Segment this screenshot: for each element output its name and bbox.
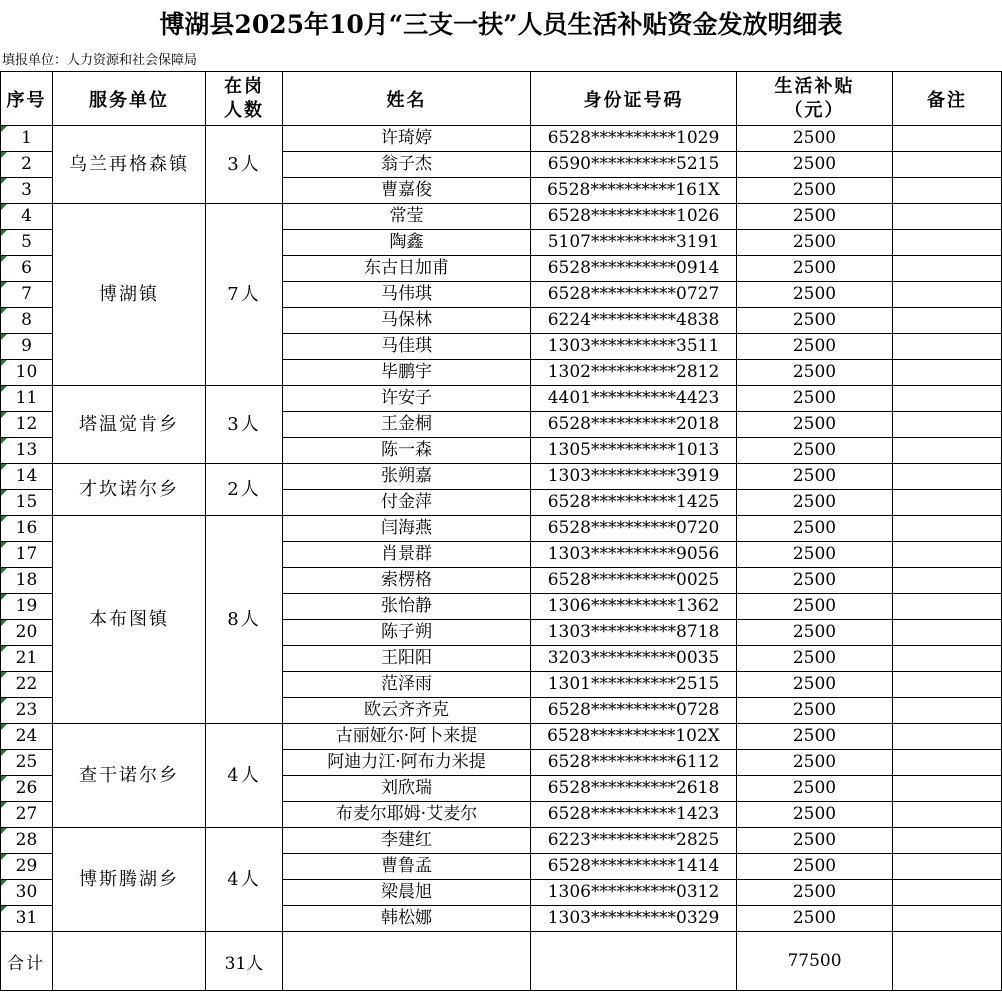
cell-remark xyxy=(893,386,1002,412)
cell-id-number: 6528**********1425 xyxy=(531,490,737,516)
cell-name: 陈一森 xyxy=(283,438,531,464)
cell-service-unit: 博斯腾湖乡 xyxy=(53,828,206,932)
cell-staff-count: 3人 xyxy=(206,386,283,464)
cell-name: 翁子杰 xyxy=(283,152,531,178)
cell-service-unit: 本布图镇 xyxy=(53,516,206,724)
header-staff-count: 在岗 人数 xyxy=(206,72,283,126)
table-header-row xyxy=(1,72,1002,126)
cell-remark xyxy=(893,906,1002,932)
cell-remark xyxy=(893,464,1002,490)
reporting-unit: 填报单位：人力资源和社会保障局 xyxy=(2,53,198,68)
cell-id-number: 6528**********0914 xyxy=(531,256,737,282)
cell-id-number: 6528**********1026 xyxy=(531,204,737,230)
cell-id-number: 6528**********6112 xyxy=(531,750,737,776)
allowance-table xyxy=(0,71,1002,991)
cell-seq: 21 xyxy=(1,646,53,672)
cell-seq: 19 xyxy=(1,594,53,620)
cell-name: 常莹 xyxy=(283,204,531,230)
cell-allowance: 2500 xyxy=(737,724,893,750)
cell-remark xyxy=(893,412,1002,438)
cell-remark xyxy=(893,204,1002,230)
header-service-unit: 服务单位 xyxy=(53,72,206,126)
cell-id-number: 1302**********2812 xyxy=(531,360,737,386)
cell-staff-count: 4人 xyxy=(206,828,283,932)
cell-name: 东古日加甫 xyxy=(283,256,531,282)
table-row xyxy=(1,516,1002,542)
cell-staff-count: 3人 xyxy=(206,126,283,204)
cell-allowance: 2500 xyxy=(737,776,893,802)
cell-remark xyxy=(893,360,1002,386)
cell-remark xyxy=(893,828,1002,854)
cell-name: 布麦尔耶姆·艾麦尔 xyxy=(283,802,531,828)
cell-allowance: 2500 xyxy=(737,516,893,542)
cell-id-number: 6528**********1423 xyxy=(531,802,737,828)
cell-allowance: 2500 xyxy=(737,334,893,360)
cell-remark xyxy=(893,126,1002,152)
total-count: 31人 xyxy=(206,932,283,991)
total-id-empty xyxy=(531,932,737,991)
cell-allowance: 2500 xyxy=(737,802,893,828)
cell-staff-count: 7人 xyxy=(206,204,283,386)
cell-staff-count: 8人 xyxy=(206,516,283,724)
cell-name: 陈子朔 xyxy=(283,620,531,646)
cell-allowance: 2500 xyxy=(737,698,893,724)
cell-name: 范泽雨 xyxy=(283,672,531,698)
cell-remark xyxy=(893,750,1002,776)
cell-allowance: 2500 xyxy=(737,906,893,932)
cell-allowance: 2500 xyxy=(737,568,893,594)
cell-id-number: 6528**********1414 xyxy=(531,854,737,880)
cell-id-number: 6528**********161X xyxy=(531,178,737,204)
cell-seq: 8 xyxy=(1,308,53,334)
cell-remark xyxy=(893,776,1002,802)
cell-name: 马保林 xyxy=(283,308,531,334)
cell-remark xyxy=(893,256,1002,282)
cell-id-number: 1303**********8718 xyxy=(531,620,737,646)
cell-name: 张朔嘉 xyxy=(283,464,531,490)
total-name-empty xyxy=(283,932,531,991)
cell-remark xyxy=(893,516,1002,542)
cell-allowance: 2500 xyxy=(737,594,893,620)
header-seq: 序号 xyxy=(1,72,53,126)
cell-id-number: 6223**********2825 xyxy=(531,828,737,854)
cell-name: 曹嘉俊 xyxy=(283,178,531,204)
cell-seq: 4 xyxy=(1,204,53,230)
cell-name: 索楞格 xyxy=(283,568,531,594)
cell-id-number: 1303**********9056 xyxy=(531,542,737,568)
table-row xyxy=(1,828,1002,854)
cell-name: 毕鹏宇 xyxy=(283,360,531,386)
cell-remark xyxy=(893,880,1002,906)
cell-allowance: 2500 xyxy=(737,750,893,776)
cell-allowance: 2500 xyxy=(737,542,893,568)
cell-id-number: 6528**********102X xyxy=(531,724,737,750)
cell-remark xyxy=(893,802,1002,828)
cell-allowance: 2500 xyxy=(737,880,893,906)
cell-seq: 12 xyxy=(1,412,53,438)
cell-id-number: 4401**********4423 xyxy=(531,386,737,412)
cell-remark xyxy=(893,646,1002,672)
cell-name: 张怡静 xyxy=(283,594,531,620)
cell-name: 阿迪力江·阿布力米提 xyxy=(283,750,531,776)
cell-remark xyxy=(893,282,1002,308)
header-name: 姓名 xyxy=(283,72,531,126)
cell-remark xyxy=(893,698,1002,724)
cell-allowance: 2500 xyxy=(737,854,893,880)
cell-allowance: 2500 xyxy=(737,282,893,308)
cell-allowance: 2500 xyxy=(737,620,893,646)
cell-name: 肖景群 xyxy=(283,542,531,568)
cell-seq: 16 xyxy=(1,516,53,542)
cell-seq: 5 xyxy=(1,230,53,256)
cell-allowance: 2500 xyxy=(737,126,893,152)
cell-id-number: 1303**********0329 xyxy=(531,906,737,932)
cell-seq: 7 xyxy=(1,282,53,308)
cell-allowance: 2500 xyxy=(737,412,893,438)
cell-allowance: 2500 xyxy=(737,230,893,256)
cell-allowance: 2500 xyxy=(737,672,893,698)
cell-id-number: 5107**********3191 xyxy=(531,230,737,256)
cell-id-number: 6528**********0728 xyxy=(531,698,737,724)
cell-name: 韩松娜 xyxy=(283,906,531,932)
cell-name: 闫海燕 xyxy=(283,516,531,542)
table-row xyxy=(1,204,1002,230)
cell-seq: 26 xyxy=(1,776,53,802)
cell-remark xyxy=(893,542,1002,568)
cell-id-number: 6528**********1029 xyxy=(531,126,737,152)
cell-remark xyxy=(893,152,1002,178)
cell-remark xyxy=(893,178,1002,204)
table-row xyxy=(1,724,1002,750)
cell-id-number: 1303**********3511 xyxy=(531,334,737,360)
total-label: 合计 xyxy=(1,932,53,991)
cell-seq: 1 xyxy=(1,126,53,152)
cell-allowance: 2500 xyxy=(737,308,893,334)
cell-id-number: 6528**********0727 xyxy=(531,282,737,308)
cell-staff-count: 4人 xyxy=(206,724,283,828)
cell-name: 王阳阳 xyxy=(283,646,531,672)
cell-seq: 23 xyxy=(1,698,53,724)
cell-allowance: 2500 xyxy=(737,360,893,386)
cell-name: 许安子 xyxy=(283,386,531,412)
cell-seq: 2 xyxy=(1,152,53,178)
cell-allowance: 2500 xyxy=(737,152,893,178)
cell-seq: 14 xyxy=(1,464,53,490)
cell-id-number: 1303**********3919 xyxy=(531,464,737,490)
cell-remark xyxy=(893,568,1002,594)
cell-name: 李建红 xyxy=(283,828,531,854)
cell-allowance: 2500 xyxy=(737,438,893,464)
cell-id-number: 6528**********2618 xyxy=(531,776,737,802)
cell-allowance: 2500 xyxy=(737,204,893,230)
cell-seq: 24 xyxy=(1,724,53,750)
cell-service-unit: 塔温觉肯乡 xyxy=(53,386,206,464)
cell-staff-count: 2人 xyxy=(206,464,283,516)
cell-name: 曹鲁孟 xyxy=(283,854,531,880)
cell-name: 许琦婷 xyxy=(283,126,531,152)
cell-service-unit: 查干诺尔乡 xyxy=(53,724,206,828)
cell-id-number: 1306**********0312 xyxy=(531,880,737,906)
cell-seq: 30 xyxy=(1,880,53,906)
cell-remark xyxy=(893,334,1002,360)
cell-name: 古丽娅尔·阿卜来提 xyxy=(283,724,531,750)
cell-service-unit: 乌兰再格森镇 xyxy=(53,126,206,204)
cell-remark xyxy=(893,854,1002,880)
cell-id-number: 3203**********0035 xyxy=(531,646,737,672)
cell-remark xyxy=(893,230,1002,256)
total-service-empty xyxy=(53,932,206,991)
cell-id-number: 1301**********2515 xyxy=(531,672,737,698)
total-amount: 77500 xyxy=(737,932,893,991)
cell-name: 王金桐 xyxy=(283,412,531,438)
cell-seq: 28 xyxy=(1,828,53,854)
cell-name: 马伟琪 xyxy=(283,282,531,308)
page-title: 博湖县2025年10月“三支一扶”人员生活补贴资金发放明细表 xyxy=(159,10,843,39)
cell-id-number: 6528**********2018 xyxy=(531,412,737,438)
cell-id-number: 6224**********4838 xyxy=(531,308,737,334)
cell-seq: 25 xyxy=(1,750,53,776)
header-remark: 备注 xyxy=(893,72,1002,126)
header-allowance: 生活补贴 （元） xyxy=(737,72,893,126)
cell-remark xyxy=(893,490,1002,516)
cell-id-number: 6590**********5215 xyxy=(531,152,737,178)
cell-allowance: 2500 xyxy=(737,490,893,516)
cell-seq: 20 xyxy=(1,620,53,646)
cell-seq: 18 xyxy=(1,568,53,594)
cell-id-number: 1306**********1362 xyxy=(531,594,737,620)
cell-seq: 15 xyxy=(1,490,53,516)
cell-seq: 9 xyxy=(1,334,53,360)
cell-service-unit: 才坎诺尔乡 xyxy=(53,464,206,516)
cell-seq: 22 xyxy=(1,672,53,698)
cell-remark xyxy=(893,620,1002,646)
table-row xyxy=(1,126,1002,152)
cell-service-unit: 博湖镇 xyxy=(53,204,206,386)
cell-allowance: 2500 xyxy=(737,464,893,490)
cell-allowance: 2500 xyxy=(737,178,893,204)
table-row xyxy=(1,386,1002,412)
cell-seq: 27 xyxy=(1,802,53,828)
cell-seq: 10 xyxy=(1,360,53,386)
cell-name: 陶鑫 xyxy=(283,230,531,256)
cell-name: 梁晨旭 xyxy=(283,880,531,906)
cell-name: 欧云齐齐克 xyxy=(283,698,531,724)
cell-seq: 31 xyxy=(1,906,53,932)
cell-allowance: 2500 xyxy=(737,386,893,412)
cell-name: 马佳琪 xyxy=(283,334,531,360)
cell-seq: 29 xyxy=(1,854,53,880)
cell-remark xyxy=(893,438,1002,464)
cell-seq: 11 xyxy=(1,386,53,412)
header-id-number: 身份证号码 xyxy=(531,72,737,126)
cell-allowance: 2500 xyxy=(737,828,893,854)
cell-remark xyxy=(893,594,1002,620)
cell-seq: 17 xyxy=(1,542,53,568)
cell-remark xyxy=(893,308,1002,334)
cell-seq: 13 xyxy=(1,438,53,464)
cell-remark xyxy=(893,672,1002,698)
cell-allowance: 2500 xyxy=(737,256,893,282)
total-row xyxy=(1,932,1002,991)
cell-allowance: 2500 xyxy=(737,646,893,672)
cell-remark xyxy=(893,724,1002,750)
total-remark-empty xyxy=(893,932,1002,991)
cell-id-number: 6528**********0720 xyxy=(531,516,737,542)
table-row xyxy=(1,464,1002,490)
cell-name: 付金萍 xyxy=(283,490,531,516)
cell-id-number: 1305**********1013 xyxy=(531,438,737,464)
cell-seq: 3 xyxy=(1,178,53,204)
cell-seq: 6 xyxy=(1,256,53,282)
cell-id-number: 6528**********0025 xyxy=(531,568,737,594)
cell-name: 刘欣瑞 xyxy=(283,776,531,802)
